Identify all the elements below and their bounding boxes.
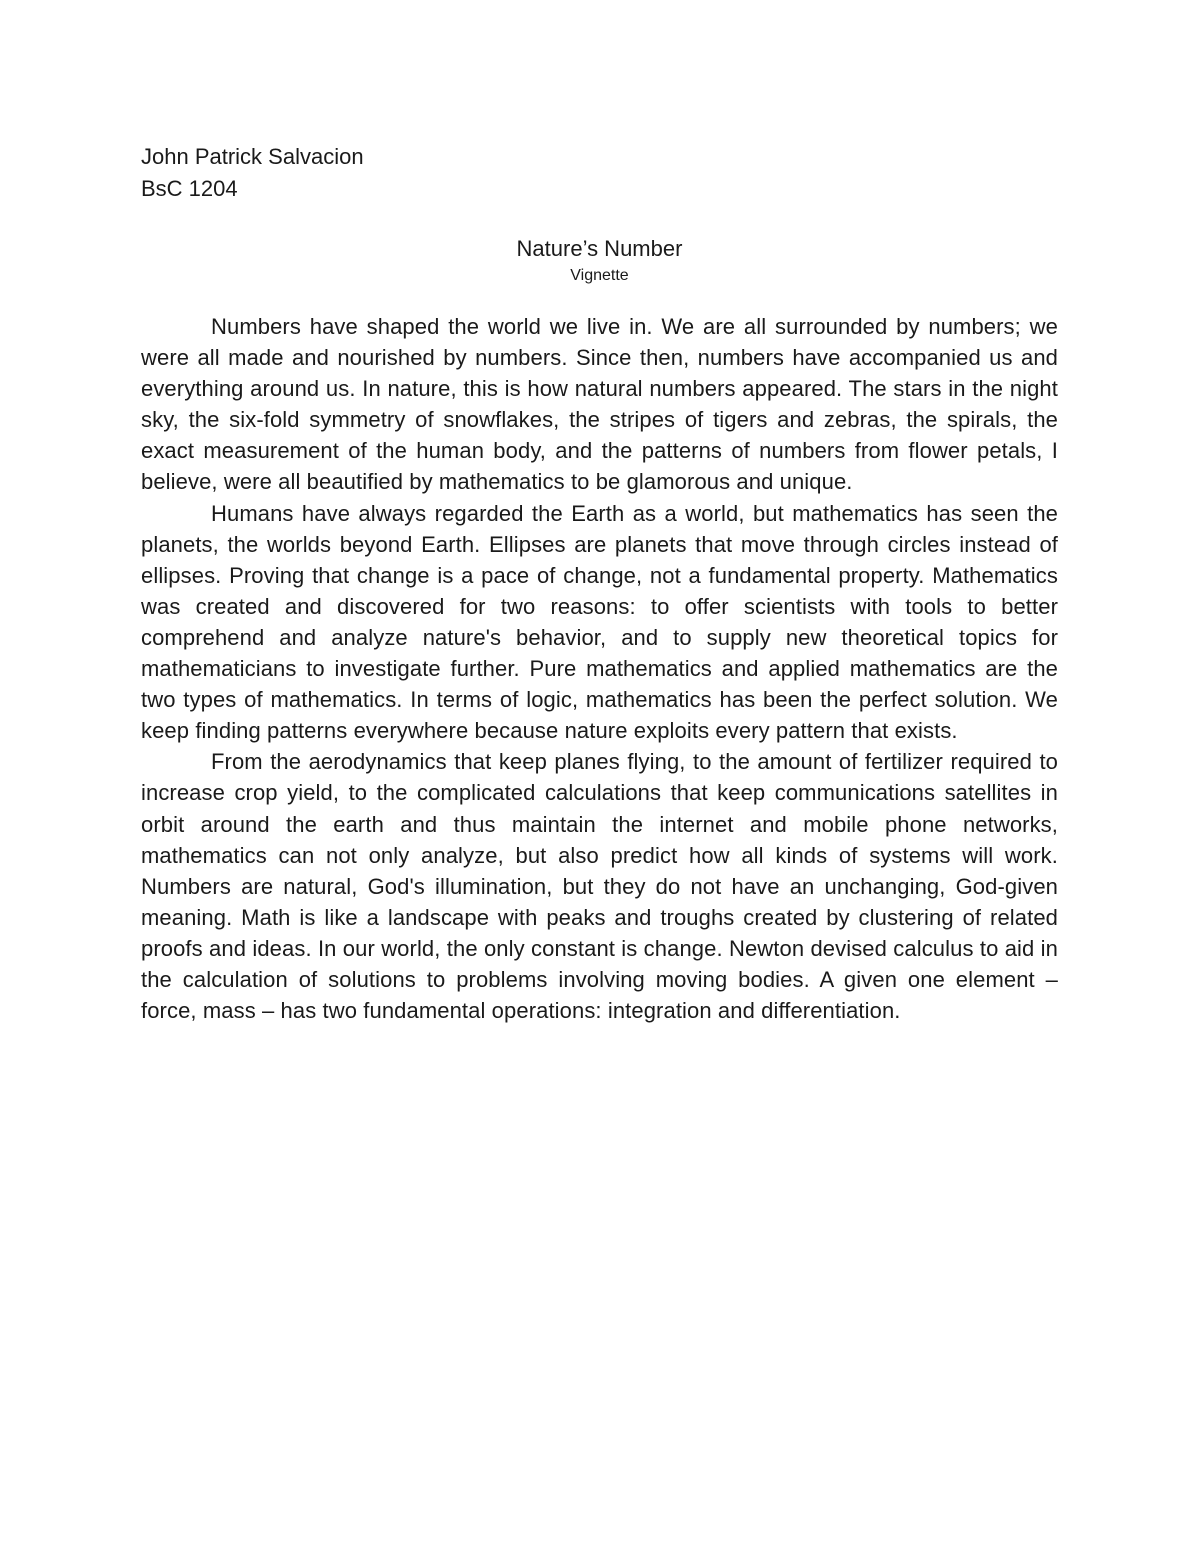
document-subtitle: Vignette bbox=[570, 267, 629, 284]
author-name: John Patrick Salvacion bbox=[141, 144, 364, 169]
title-block bbox=[141, 233, 1058, 287]
paragraph-2: Humans have always regarded the Earth as a world, but mathematics has seen the planets, the worlds beyond Earth. Ellipses are planets that move through circles instead of ellipses. Proving that change is a pace of change, not a fundamental property. Mathematics was created and discovered for two reasons: to offer scientists with tools to better comprehend and analyze nature's behavior, and to supply new theoretical topics for mathematicians to investigate further. Pure mathematics and applied mathematics are the two types of mathematics. In terms of logic, mathematics has been the perfect solution. We keep finding patterns everywhere because nature exploits every pattern that exists. bbox=[141, 500, 1058, 744]
document-body bbox=[141, 311, 1058, 1026]
paragraph-1: Numbers have shaped the world we live in. We are all surrounded by numbers; we were all made and nourished by numbers. Since then, numbers have accompanied us and everything around us. In nature, this is how natural numbers appeared. The stars in the night sky, the six-fold symmetry of snowflakes, the stripes of tigers and zebras, the spirals, the exact measurement of the human body, and the patterns of numbers from flower petals, I believe, were all beautified by mathematics to be glamorous and unique. bbox=[141, 314, 1058, 495]
paragraph-3: From the aerodynamics that keep planes flying, to the amount of fertilizer required to increase crop yield, to the complicated calculations that keep communications satellites in orbit around the earth and thus maintain the internet and mobile phone networks, mathematics can not only analyze, but also predict how all kinds of systems will work. Numbers are natural, God's illumination, but they do not have an unchanging, God-given meaning. Math is like a landscape with peaks and troughs created by clustering of related proofs and ideas. In our world, the only constant is change. Newton devised calculus to aid in the calculation of solutions to problems involving moving bodies. A given one element – force, mass – has two fundamental operations: integration and differentiation. bbox=[141, 749, 1058, 1024]
course-code: BsC 1204 bbox=[141, 176, 238, 201]
document-title: Nature’s Number bbox=[516, 236, 683, 261]
document-header bbox=[141, 141, 364, 205]
